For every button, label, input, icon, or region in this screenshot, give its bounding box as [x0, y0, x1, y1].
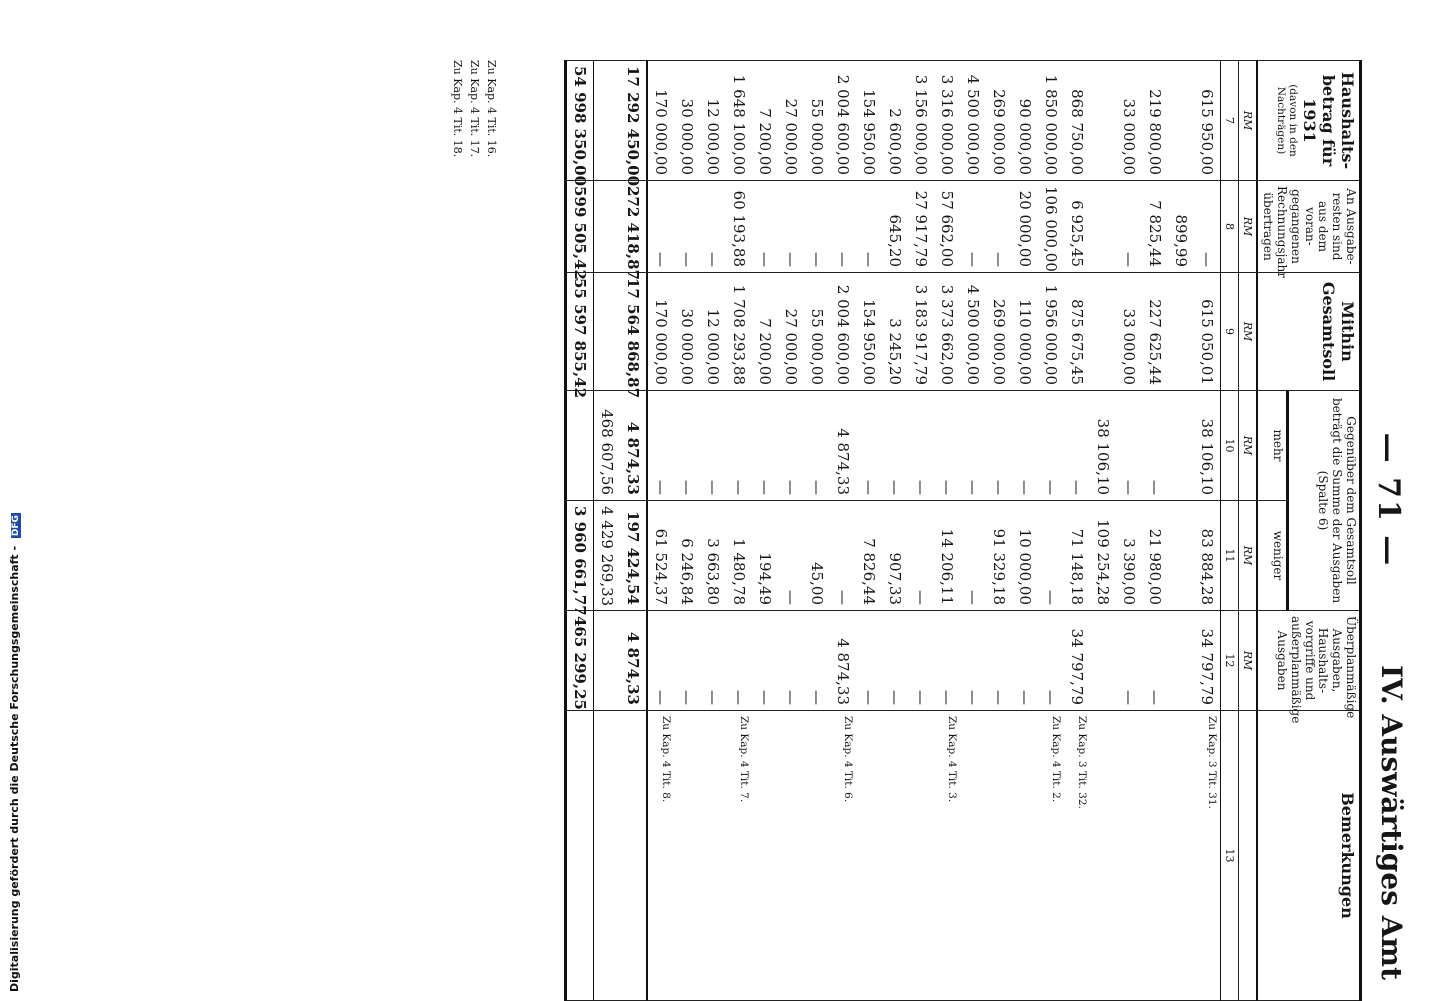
footnote-3: Zu Kap. 4 Tit. 18. [451, 60, 464, 158]
cell-col7: 170 000,00 [647, 61, 674, 181]
cell-col12: — [986, 611, 1012, 711]
cell-col8: — [1194, 181, 1221, 273]
cell-col8: — [856, 181, 882, 273]
rotated-page [30, 0, 1410, 1000]
cell-col11: 109 254,28 [1090, 501, 1116, 611]
cell-col12: — [908, 611, 934, 711]
cell-col8: 899,99 [1168, 181, 1194, 273]
table-row [700, 61, 726, 1001]
header-col11: weniger [1257, 501, 1287, 611]
cell-col8: — [986, 181, 1012, 273]
cell-col10: — [1116, 391, 1142, 501]
colnum-13: 13 [1221, 711, 1239, 1001]
cell-col10: — [934, 391, 960, 501]
cell-col10: — [700, 391, 726, 501]
unit-col10: RM [1239, 391, 1258, 501]
header-col13 [1257, 711, 1360, 1001]
cell-col13 [986, 711, 1012, 1001]
unit-col8: RM [1239, 181, 1258, 273]
cell-col9: 30 000,00 [674, 273, 700, 391]
subtotal-col9: 17 564 868,87 [620, 273, 647, 391]
table-row [647, 61, 674, 1001]
table-row [1012, 61, 1038, 1001]
cell-col11: — [908, 501, 934, 611]
subtotal2-col9 [594, 273, 621, 391]
cell-col13 [752, 711, 778, 1001]
cell-col9 [1090, 273, 1116, 391]
cell-col10: — [726, 391, 752, 501]
table-row [778, 61, 804, 1001]
cell-col8: — [830, 181, 856, 273]
cell-col10: 38 106,10 [1090, 391, 1116, 501]
cell-col7: 12 000,00 [700, 61, 726, 181]
cell-col9: 55 000,00 [804, 273, 830, 391]
cell-col10: — [908, 391, 934, 501]
header-col10: mehr [1257, 391, 1287, 501]
credit-text: Digitalisierung gefördert durch die Deutsche Forschungsgemeinschaft - [8, 545, 21, 992]
cell-col9: 4 500 000,00 [960, 273, 986, 391]
cell-col9: 1 956 000,00 [1038, 273, 1064, 391]
grand-col7: 54 998 350,00 [566, 61, 594, 181]
cell-col7 [1168, 61, 1194, 181]
cell-col7: 868 750,00 [1064, 61, 1090, 181]
table-row [934, 61, 960, 1001]
cell-col10: 4 874,33 [830, 391, 856, 501]
cell-col7: 615 950,00 [1194, 61, 1221, 181]
cell-col8: 60 193,88 [726, 181, 752, 273]
cell-col11: 7 826,44 [856, 501, 882, 611]
cell-col13: Zu Kap. 4 Tit. 2. [1038, 711, 1064, 1001]
cell-col13 [882, 711, 908, 1001]
unit-col11: RM [1239, 501, 1258, 611]
cell-col10: — [986, 391, 1012, 501]
cell-col9: 227 625,44 [1142, 273, 1168, 391]
cell-col7: 1 648 100,00 [726, 61, 752, 181]
cell-col8: — [752, 181, 778, 273]
table-row [1194, 61, 1221, 1001]
cell-col11: 6 246,84 [674, 501, 700, 611]
subtotal2-col13 [594, 711, 621, 1001]
table-row [1090, 61, 1116, 1001]
cell-col13 [856, 711, 882, 1001]
cell-col9: 1 708 293,88 [726, 273, 752, 391]
cell-col7: 2 600,00 [882, 61, 908, 181]
cell-col12 [1090, 611, 1116, 711]
cell-col12: — [1038, 611, 1064, 711]
table-row [804, 61, 830, 1001]
cell-col7: 3 156 000,00 [908, 61, 934, 181]
cell-col7: 30 000,00 [674, 61, 700, 181]
colnum-8: 8 [1221, 181, 1239, 273]
subtotal-col11: 197 424,54 [620, 501, 647, 611]
cell-col9: 3 245,20 [882, 273, 908, 391]
cell-col11: 3 390,00 [1116, 501, 1142, 611]
cell-col13 [908, 711, 934, 1001]
cell-col11 [1168, 501, 1194, 611]
colnum-7: 7 [1221, 61, 1239, 181]
cell-col13: Zu Kap. 3 Tit. 31. [1194, 711, 1221, 1001]
cell-col9: 7 200,00 [752, 273, 778, 391]
cell-col11: — [1038, 501, 1064, 611]
cell-col9 [1168, 273, 1194, 391]
table-row [1168, 61, 1194, 1001]
subtotal2-col8 [594, 181, 621, 273]
subtotal-row [620, 61, 647, 1001]
cell-col13 [674, 711, 700, 1001]
subtotal-col13 [620, 711, 647, 1001]
cell-col13: Zu Kap. 4 Tit. 6. [830, 711, 856, 1001]
cell-col12: — [1012, 611, 1038, 711]
cell-col12: — [1142, 611, 1168, 711]
colnum-12: 12 [1221, 611, 1239, 711]
cell-col9: 154 950,00 [856, 273, 882, 391]
unit-col9: RM [1239, 273, 1258, 391]
cell-col11: 83 884,28 [1194, 501, 1221, 611]
cell-col10: — [882, 391, 908, 501]
cell-col8: — [1116, 181, 1142, 273]
cell-col9: 615 050,01 [1194, 273, 1221, 391]
credit-line [8, 513, 21, 992]
cell-col11: 71 148,18 [1064, 501, 1090, 611]
cell-col13 [1142, 711, 1168, 1001]
table-row [674, 61, 700, 1001]
cell-col8: — [674, 181, 700, 273]
cell-col11: 1 480,78 [726, 501, 752, 611]
cell-col12: — [726, 611, 752, 711]
cell-col9: 110 000,00 [1012, 273, 1038, 391]
cell-col12: — [752, 611, 778, 711]
header-col12: Überplanmäßige Ausgaben, Haushalts-vorgriffe und außerplanmäßige Ausgaben [1257, 611, 1360, 711]
cell-col7: 154 950,00 [856, 61, 882, 181]
cell-col10: — [1038, 391, 1064, 501]
table-row [726, 61, 752, 1001]
cell-col12 [1168, 611, 1194, 711]
cell-col10: — [647, 391, 674, 501]
grand-col8: 599 505,42 [566, 181, 594, 273]
cell-col13 [700, 711, 726, 1001]
header-col8: An Ausgabe-resten sind aus dem voran-gegangenen Rechnungsjahr übertragen [1257, 181, 1360, 273]
table-row [752, 61, 778, 1001]
cell-col7: 4 500 000,00 [960, 61, 986, 181]
table-row [1142, 61, 1168, 1001]
table-row [908, 61, 934, 1001]
cell-col8: — [647, 181, 674, 273]
cell-col13: Zu Kap. 4 Tit. 8. [647, 711, 674, 1001]
cell-col12: — [882, 611, 908, 711]
credit-strip [0, 0, 21, 1000]
cell-col10: — [856, 391, 882, 501]
cell-col10: — [1142, 391, 1168, 501]
cell-col8 [1090, 181, 1116, 273]
table-body [647, 61, 1221, 1001]
cell-col9: 27 000,00 [778, 273, 804, 391]
cell-col11: 91 329,18 [986, 501, 1012, 611]
cell-col9: 3 183 917,79 [908, 273, 934, 391]
table-row [830, 61, 856, 1001]
cell-col13 [778, 711, 804, 1001]
cell-col12: — [700, 611, 726, 711]
colnum-10: 10 [1221, 391, 1239, 501]
footnotes [447, 60, 498, 620]
header-col7 [1257, 61, 1360, 181]
cell-col12: — [647, 611, 674, 711]
footnote-1: Zu Kap. 4 Tit. 16. [485, 60, 498, 158]
cell-col8: 27 917,79 [908, 181, 934, 273]
cell-col10: — [778, 391, 804, 501]
cell-col8: — [960, 181, 986, 273]
cell-col13 [1012, 711, 1038, 1001]
cell-col12: 4 874,33 [830, 611, 856, 711]
table-row [1116, 61, 1142, 1001]
cell-col8: 106 000,00 [1038, 181, 1064, 273]
cell-col12: — [1116, 611, 1142, 711]
header-group: Gegenüber dem Gesamtsoll beträgt die Summe der Ausgaben (Spalte 6) [1288, 391, 1361, 611]
subtotal-col7: 17 292 450,00 [620, 61, 647, 181]
cell-col9: 33 000,00 [1116, 273, 1142, 391]
cell-col9: 12 000,00 [700, 273, 726, 391]
unit-col13 [1239, 711, 1258, 1001]
header-col9 [1257, 273, 1360, 391]
header-col13-label: Bemerkungen [1338, 792, 1357, 919]
cell-col8: — [778, 181, 804, 273]
cell-col7: 219 800,00 [1142, 61, 1168, 181]
cell-col7: 33 000,00 [1116, 61, 1142, 181]
header-col7-sub: (davon in den Nachträgen) [1275, 84, 1300, 157]
cell-col12: — [960, 611, 986, 711]
cell-col9: 875 675,45 [1064, 273, 1090, 391]
cell-col10: — [1012, 391, 1038, 501]
cell-col10: — [804, 391, 830, 501]
unit-col12: RM [1239, 611, 1258, 711]
cell-col7: 90 000,00 [1012, 61, 1038, 181]
budget-table [564, 60, 1362, 1001]
colnum-9: 9 [1221, 273, 1239, 391]
subtotal-col8: 272 418,87 [620, 181, 647, 273]
cell-col13 [1168, 711, 1194, 1001]
cell-col11: 3 663,80 [700, 501, 726, 611]
cell-col10 [1168, 391, 1194, 501]
cell-col7: 3 316 000,00 [934, 61, 960, 181]
cell-col8: 57 662,00 [934, 181, 960, 273]
grand-col11: 3 960 661,77 [566, 501, 594, 611]
cell-col8: — [804, 181, 830, 273]
cell-col11: — [778, 501, 804, 611]
unit-col7: RM [1239, 61, 1258, 181]
cell-col13: Zu Kap. 4 Tit. 3. [934, 711, 960, 1001]
header-col7-label: Haushalts-betrag für 1931 [1299, 71, 1357, 170]
table-row [986, 61, 1012, 1001]
cell-col8: 6 925,45 [1064, 181, 1090, 273]
cell-col12: — [804, 611, 830, 711]
cell-col13 [804, 711, 830, 1001]
grand-col12: 465 299,25 [566, 611, 594, 711]
table-row [960, 61, 986, 1001]
cell-col11: 907,33 [882, 501, 908, 611]
colnum-11: 11 [1221, 501, 1239, 611]
cell-col13 [1116, 711, 1142, 1001]
cell-col8: — [700, 181, 726, 273]
table-row [882, 61, 908, 1001]
grand-col9: 55 597 855,42 [566, 273, 594, 391]
subtotal2-col10: 468 607,56 [594, 391, 621, 501]
cell-col7: 2 004 600,00 [830, 61, 856, 181]
cell-col12: — [934, 611, 960, 711]
table-row [1064, 61, 1090, 1001]
section-title: IV. Auswärtiges Amt [1375, 664, 1408, 980]
cell-col9: 2 004 600,00 [830, 273, 856, 391]
cell-col11: 45,00 [804, 501, 830, 611]
cell-col11: — [830, 501, 856, 611]
cell-col12: 34 797,79 [1194, 611, 1221, 711]
cell-col11: 10 000,00 [1012, 501, 1038, 611]
cell-col7: 27 000,00 [778, 61, 804, 181]
subtotal2-col11: 4 429 269,33 [594, 501, 621, 611]
cell-col7: 1 850 000,00 [1038, 61, 1064, 181]
table-row [1038, 61, 1064, 1001]
cell-col11: 61 524,37 [647, 501, 674, 611]
cell-col7: 55 000,00 [804, 61, 830, 181]
cell-col8: 7 825,44 [1142, 181, 1168, 273]
page-number: — 71 — [1371, 432, 1406, 568]
cell-col12: 34 797,79 [1064, 611, 1090, 711]
subtotal-col12: 4 874,33 [620, 611, 647, 711]
subtotal2-col12 [594, 611, 621, 711]
cell-col10: — [674, 391, 700, 501]
cell-col7 [1090, 61, 1116, 181]
grand-col13 [566, 711, 594, 1001]
cell-col9: 170 000,00 [647, 273, 674, 391]
cell-col13: Zu Kap. 3 Tit. 32. [1064, 711, 1090, 1001]
grand-total-row [566, 61, 594, 1001]
cell-col11: — [960, 501, 986, 611]
subtotal2-row [594, 61, 621, 1001]
cell-col9: 3 373 662,00 [934, 273, 960, 391]
cell-col11: 21 980,00 [1142, 501, 1168, 611]
cell-col13 [1090, 711, 1116, 1001]
cell-col11: 14 206,11 [934, 501, 960, 611]
cell-col8: 20 000,00 [1012, 181, 1038, 273]
cell-col9: 269 000,00 [986, 273, 1012, 391]
table-row [856, 61, 882, 1001]
cell-col12: — [856, 611, 882, 711]
cell-col12: — [674, 611, 700, 711]
cell-col10: — [752, 391, 778, 501]
subtotal2-col7 [594, 61, 621, 181]
cell-col7: 269 000,00 [986, 61, 1012, 181]
cell-col10: — [1064, 391, 1090, 501]
cell-col13: Zu Kap. 4 Tit. 7. [726, 711, 752, 1001]
header-col9-label: Mithin Gesamtsoll [1318, 281, 1357, 382]
cell-col8: 645,20 [882, 181, 908, 273]
grand-col10 [566, 391, 594, 501]
footnote-2: Zu Kap. 4 Tit. 17. [468, 60, 481, 158]
cell-col13 [960, 711, 986, 1001]
cell-col7: 7 200,00 [752, 61, 778, 181]
dfg-logo: DFG [11, 515, 21, 537]
cell-col12: — [778, 611, 804, 711]
cell-col11: 194,49 [752, 501, 778, 611]
cell-col10: — [960, 391, 986, 501]
cell-col10: 38 106,10 [1194, 391, 1221, 501]
subtotal-col10: 4 874,33 [620, 391, 647, 501]
